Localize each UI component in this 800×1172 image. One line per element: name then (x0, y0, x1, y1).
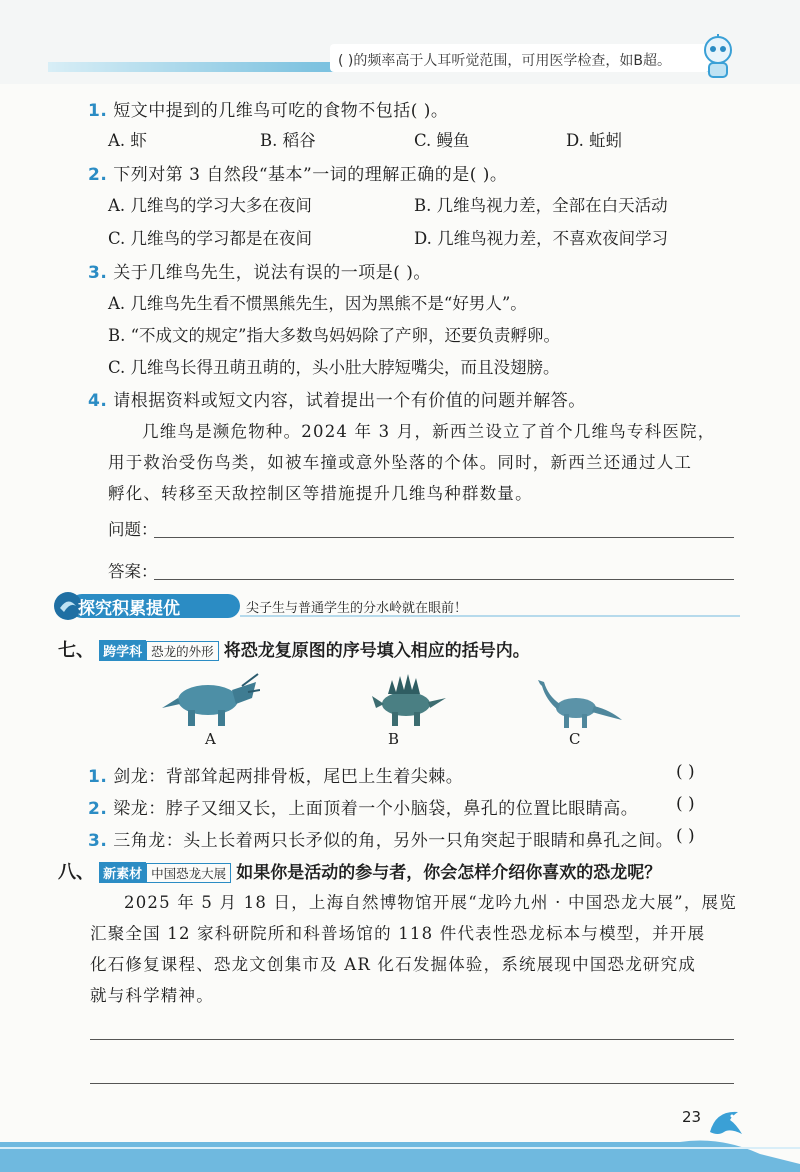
question-4: 4. 请根据资料或短文内容，试着提出一个有价值的问题并解答。 (88, 391, 586, 411)
section-banner-title: 探究积累提优 (78, 599, 180, 619)
interdisciplinary-tag: 跨学科 (99, 640, 146, 661)
q8-answer-line-2[interactable] (90, 1082, 734, 1084)
q7-instruction: 将恐龙复原图的序号填入相应的括号内。 (223, 641, 530, 661)
q1-option-b[interactable]: B. 稻谷 (260, 131, 316, 150)
question-answer-line[interactable] (154, 536, 734, 538)
answer-label: 答案： (108, 562, 158, 581)
question-1: 1. 短文中提到的几维鸟可吃的食物不包括( )。 (88, 101, 449, 121)
q1-option-a[interactable]: A. 虾 (108, 131, 147, 150)
question-2: 2. 下列对第 3 自然段“基本”一词的理解正确的是( )。 (88, 165, 508, 185)
q1-option-c[interactable]: C. 鳗鱼 (414, 131, 470, 150)
question-3: 3. 关于几维鸟先生，说法有误的一项是( )。 (88, 263, 431, 283)
q2-option-b[interactable]: B. 几维鸟视力差，全部在白天活动 (414, 196, 668, 215)
q7-item-3: 3. 三角龙：头上长着两只长矛似的角，另外一只角突起于眼睛和鼻孔之间。 (88, 831, 674, 851)
q3-option-c[interactable]: C. 几维鸟长得丑萌丑萌的，头小肚大脖短嘴尖，而且没翅膀。 (108, 358, 560, 377)
dino-label-c: C (569, 730, 581, 748)
q4-material-line-2: 用于救治受伤鸟类，如被车撞或意外坠落的个体。同时，新西兰还通过人工 (108, 453, 693, 472)
q2-option-d[interactable]: D. 几维鸟视力差，不喜欢夜间学习 (414, 229, 669, 248)
page-number: 23 (682, 1108, 702, 1126)
q8-answer-line-1[interactable] (90, 1038, 734, 1040)
q3-option-a[interactable]: A. 几维鸟先生看不惯黑熊先生，因为黑熊不是“好男人”。 (108, 294, 527, 313)
diplodocus-image (534, 676, 622, 728)
q2-option-c[interactable]: C. 几维鸟的学习都是在夜间 (108, 229, 313, 248)
q7-item-3-bracket[interactable]: ( ) (676, 826, 695, 846)
q7-item-2: 2. 梁龙：脖子又细又长，上面顶着一个小脑袋，鼻孔的位置比眼睛高。 (88, 799, 639, 819)
q1-option-d[interactable]: D. 蚯蚓 (566, 131, 623, 150)
q4-material-line-3: 孵化、转移至天敌控制区等措施提升几维鸟种群数量。 (108, 484, 533, 503)
dinosaur-expo-tag: 中国恐龙大展 (146, 863, 231, 883)
question-label: 问题： (108, 520, 158, 539)
dino-label-a: A (205, 730, 216, 748)
question-8-header: 八、 新素材 中国恐龙大展 如果你是活动的参与者，你会怎样介绍你喜欢的恐龙呢？ (58, 862, 662, 883)
q7-item-1: 1. 剑龙：背部耸起两排骨板，尾巴上生着尖棘。 (88, 767, 464, 787)
dinosaur-shape-tag: 恐龙的外形 (146, 641, 219, 661)
question-7-header: 七、 跨学科 恐龙的外形 将恐龙复原图的序号填入相应的括号内。 (58, 640, 530, 661)
q8-material-line-2: 汇聚全国 12 家科研院所和科普场馆的 118 件代表性恐龙标本与模型，并开展 (90, 924, 706, 943)
q8-instruction: 如果你是活动的参与者，你会怎样介绍你喜欢的恐龙呢？ (236, 863, 662, 883)
q7-item-1-bracket[interactable]: ( ) (676, 762, 695, 782)
new-material-tag: 新素材 (99, 862, 146, 883)
dolphin-icon (706, 1104, 746, 1144)
header-note: ( )的频率高于人耳听觉范围，可用医学检查，如B超。 (338, 53, 671, 69)
section-banner-subtitle: 尖子生与普通学生的分水岭就在眼前！ (246, 601, 468, 616)
dino-label-b: B (388, 730, 400, 748)
robot-mascot-icon (698, 34, 738, 80)
q3-option-b[interactable]: B. “不成文的规定”指大多数鸟妈妈除了产卵，还要负责孵卵。 (108, 326, 560, 345)
q8-material-line-3: 化石修复课程、恐龙文创集市及 AR 化石发掘体验，系统展现中国恐龙研究成 (90, 955, 697, 974)
q7-item-2-bracket[interactable]: ( ) (676, 794, 695, 814)
stegosaurus-image (368, 668, 448, 728)
q8-material-line-1: 2025 年 5 月 18 日，上海自然博物馆开展“龙吟九州 · 中国恐龙大展”，展览 (124, 893, 737, 912)
answer-line[interactable] (154, 578, 734, 580)
footer-wave-graphic (0, 1134, 800, 1172)
triceratops-image (160, 668, 260, 728)
q4-material-line-1: 几维鸟是濒危物种。2024 年 3 月，新西兰设立了首个几维鸟专科医院， (142, 422, 716, 441)
q8-material-line-4: 就与科学精神。 (90, 986, 214, 1005)
q2-option-a[interactable]: A. 几维鸟的学习大多在夜间 (108, 196, 312, 215)
